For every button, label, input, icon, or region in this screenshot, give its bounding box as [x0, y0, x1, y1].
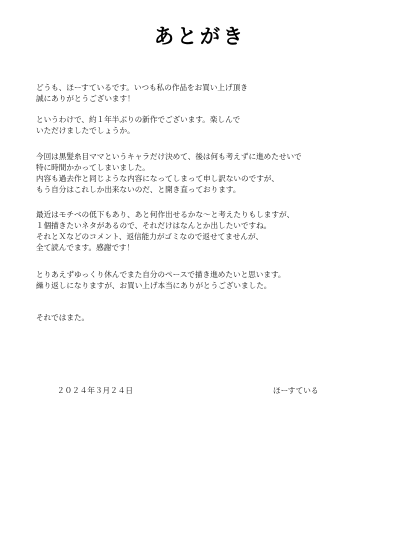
- text-line: 誠にありがとうございます！: [36, 94, 135, 103]
- paragraph-new-work: [36, 114, 376, 136]
- text-line: それとＸなどのコメント、返信能力がゴミなので返せてませんが、: [36, 232, 264, 241]
- paragraph-recent: [36, 209, 376, 253]
- paragraph-this-time: [36, 151, 376, 195]
- paragraph-farewell: [36, 312, 376, 323]
- author-signature: ほーすている: [273, 386, 319, 395]
- page-title: あとがき: [154, 24, 246, 48]
- text-line: どうも、ほーすているです。いつも私の作品をお買い上げ頂き: [36, 83, 248, 92]
- text-line: 全て読んでます。感謝です！: [36, 243, 135, 252]
- text-line: というわけで、約１年半ぶりの新作でございます。楽しんで: [36, 115, 241, 124]
- text-line: １個描きたいネタがあるので、それだけはなんとか出したいですね。: [36, 221, 272, 230]
- paragraph-closing: [36, 269, 376, 291]
- date-text: ２０２４年３月２４日: [57, 386, 133, 395]
- text-line: それではまた。: [36, 313, 90, 322]
- paragraph-greeting: [36, 82, 376, 104]
- text-line: いただけましたでしょうか。: [36, 126, 135, 135]
- text-line: 今回は黒髪糸目ママというキャラだけ決めて、後は何も考えずに進めたせいで: [36, 152, 302, 161]
- text-line: もう自分はこれしか出来ないのだ、と開き直っております。: [36, 185, 241, 194]
- text-line: 内容も過去作と同じような内容になってしまって申し訳ないのですが、: [36, 174, 279, 183]
- text-line: 最近はモチベの低下もあり、あと何作出せるかな～と考えたりもしますが、: [36, 210, 295, 219]
- text-line: 特に時間かかってしまいました。: [36, 163, 150, 172]
- text-line: とりあえずゆっくり休んでまた自分のペースで描き進めたいと思います。: [36, 270, 286, 279]
- text-line: 繰り返しになりますが、お買い上げ本当にありがとうございました。: [36, 281, 272, 290]
